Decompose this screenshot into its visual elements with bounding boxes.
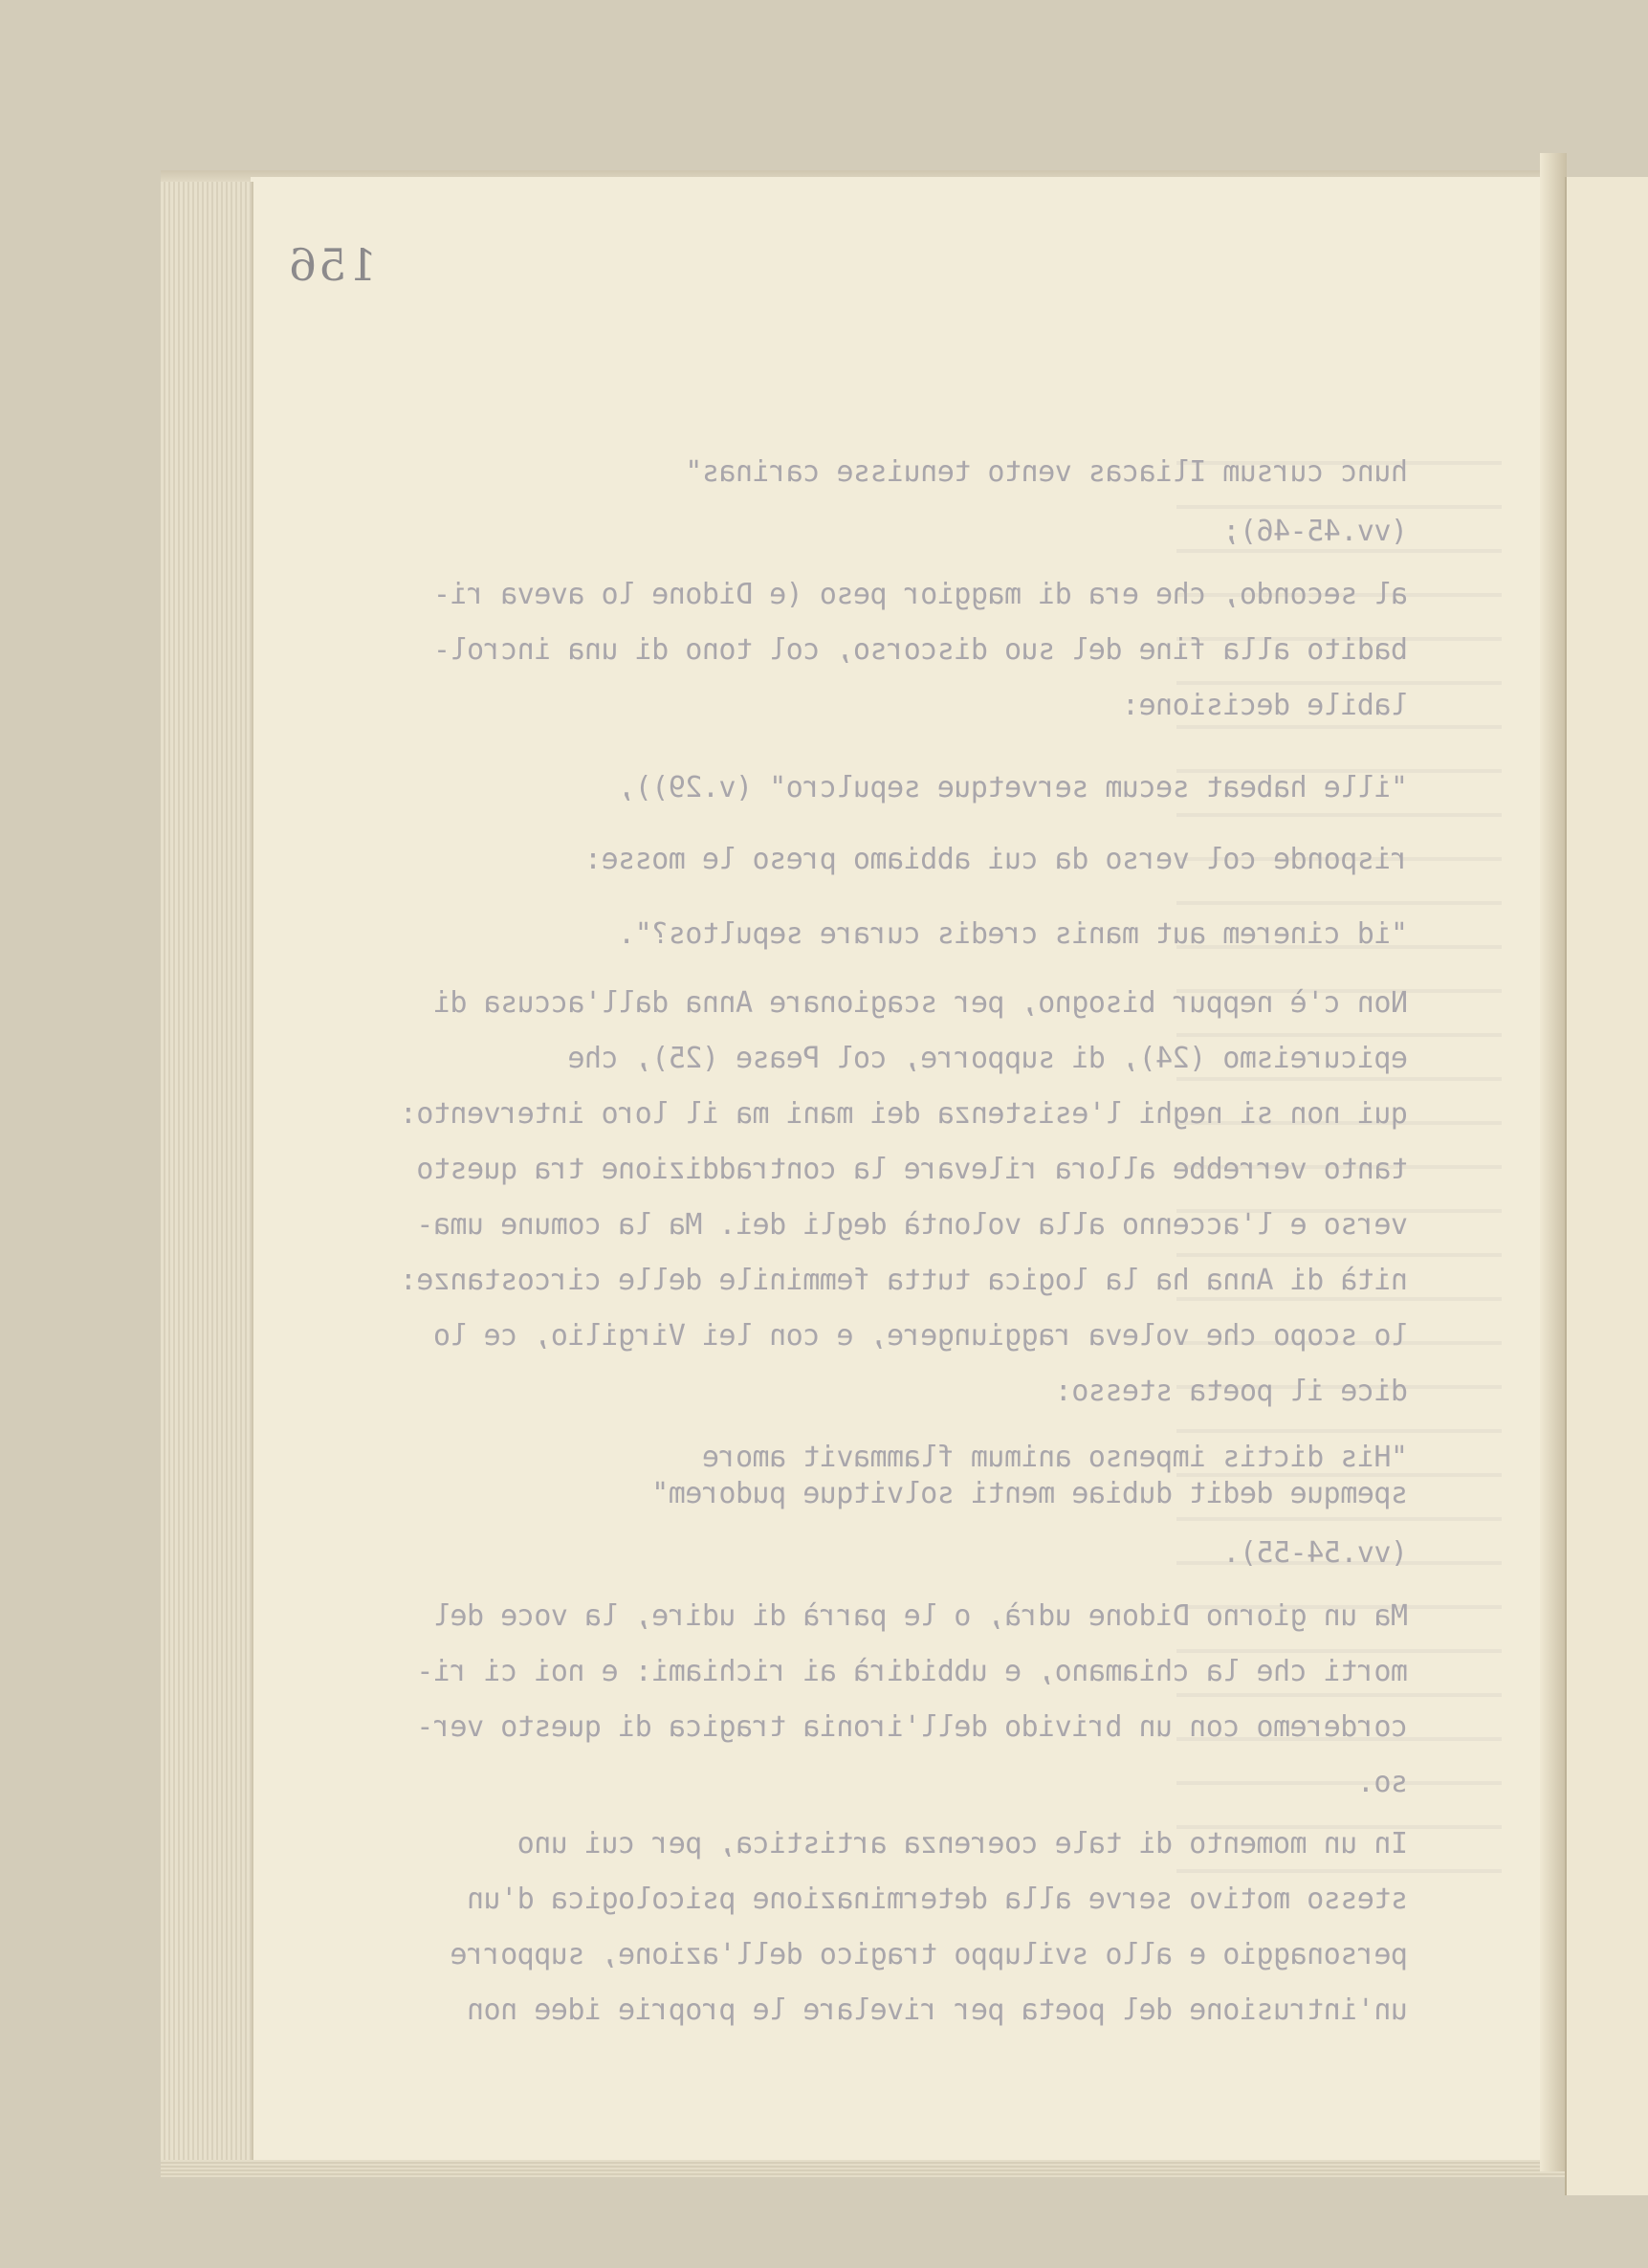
page-edges xyxy=(161,182,253,2171)
page-text xyxy=(346,455,1408,2027)
text-line: In un momento di tale coerenza artistica, per cui uno xyxy=(517,1827,1408,1861)
page-number: 156 xyxy=(287,239,377,291)
text-line: stesso motivo serve alla determinazione psicologica d'un xyxy=(467,1883,1408,1916)
text-line: Non c'è neppur bisogno, per scagionare Anna dall'accusa di xyxy=(433,986,1408,1020)
text-line: personaggio e allo sviluppo tragico dell'azione, supporre xyxy=(450,1938,1408,1971)
text-line: tanto verrebbe allora rilevare la contraddizione tra questo xyxy=(416,1153,1408,1186)
text-line: al secondo, che era di maggior peso (e Didone lo aveva ri- xyxy=(433,578,1408,611)
text-line: labile decisione: xyxy=(1122,689,1408,722)
text-line: qui non si neghi l'esistenza dei mani ma il loro intervento: xyxy=(400,1097,1408,1131)
text-line: Ma un giorno Didone udrà, o le parrà di udire, la voce del xyxy=(433,1599,1408,1633)
text-line: "ille habeat secum servetque sepulcro" (v.29)), xyxy=(618,771,1408,804)
text-line: (vv.45-46); xyxy=(1222,515,1408,548)
right-page-edge xyxy=(1565,177,1648,2195)
book-gutter xyxy=(1540,153,1567,2171)
text-line: risponde col verso da cui abbiamo preso le mosse: xyxy=(584,843,1408,876)
text-line: hunc cursum Iliacas vento tenuisse carinas" xyxy=(685,455,1408,489)
text-line: badito alla fine del suo discorso, col tono di una incrol- xyxy=(433,633,1408,667)
book-bottom-edge xyxy=(161,2160,1567,2177)
text-line: epicureismo (24), di supporre, col Pease (25), che xyxy=(567,1042,1408,1075)
text-line: so. xyxy=(1357,1766,1408,1799)
text-line: corderemo con un brivido dell'ironia tragica di questo ver- xyxy=(416,1710,1408,1744)
text-line: verso e l'accenno alla volontà degli dei. Ma la comune uma- xyxy=(416,1208,1408,1242)
text-line: "id cinerem aut manis credis curare sepultos?". xyxy=(618,917,1408,951)
text-line: nità di Anna ha la logica tutta femminile delle circostanze: xyxy=(400,1264,1408,1297)
text-line: un'intrusione del poeta per rivelare le proprie idee non xyxy=(467,1993,1408,2027)
text-line: "His dictis impenso animum flammavit amore xyxy=(702,1441,1408,1474)
text-line: (vv.54-55). xyxy=(1222,1536,1408,1570)
text-line: dice il poeta stesso: xyxy=(1055,1375,1408,1408)
text-line: spemque dedit dubiae menti solvitque pudorem" xyxy=(651,1477,1408,1510)
text-line: morti che la chiamano, e ubbidirà ai richiami: e noi ci ri- xyxy=(416,1655,1408,1688)
text-line: lo scopo che voleva raggiungere, e con lei Virgilio, ce lo xyxy=(433,1319,1408,1353)
